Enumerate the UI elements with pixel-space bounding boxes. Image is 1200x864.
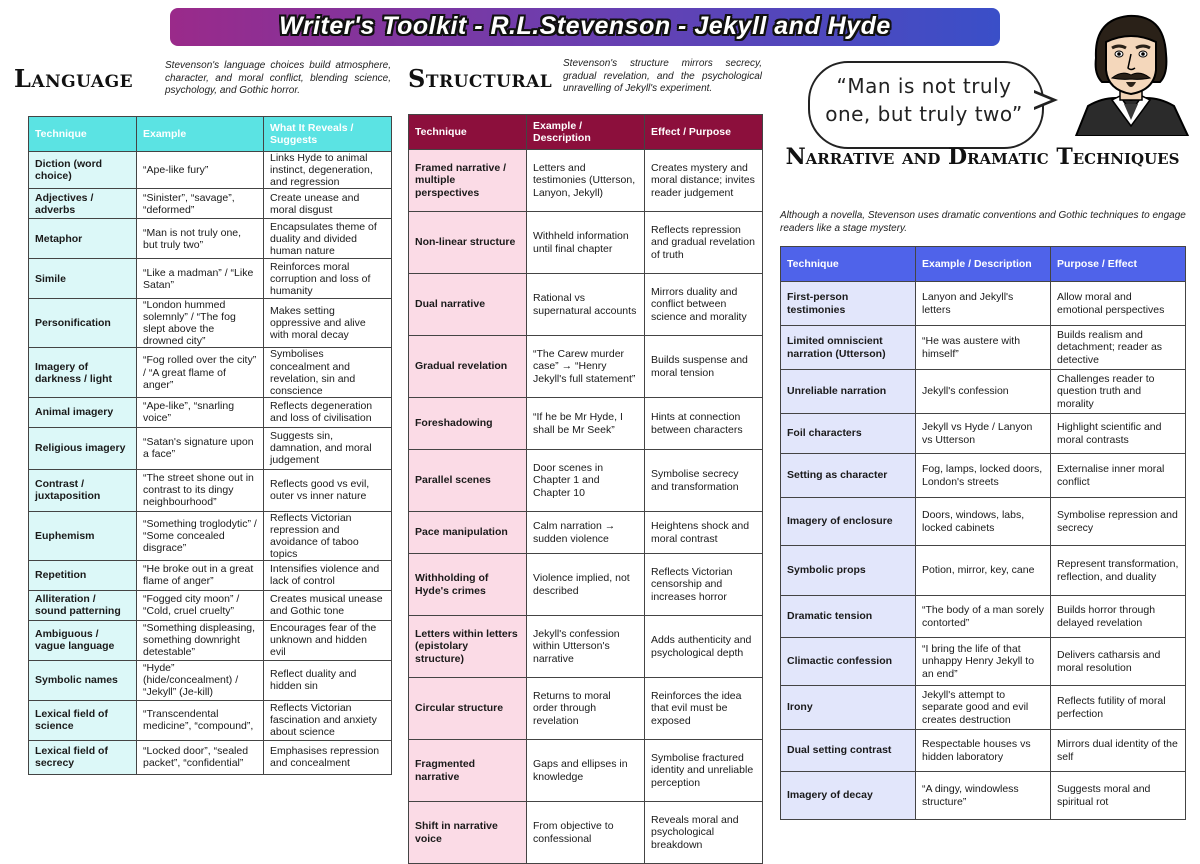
effect-cell: Reflects Victorian repression and avoidance of taboo topics <box>264 511 392 560</box>
effect-cell: Adds authenticity and psychological depth <box>645 616 763 678</box>
effect-cell: Builds realism and detachment; reader as detective <box>1051 326 1186 370</box>
effect-cell: Emphasises repression and concealment <box>264 740 392 774</box>
table-row <box>781 546 1186 596</box>
technique-cell: Imagery of decay <box>781 772 916 820</box>
table-row <box>781 686 1186 730</box>
technique-cell: Diction (word choice) <box>29 152 137 189</box>
effect-cell: Builds suspense and moral tension <box>645 336 763 398</box>
table-row <box>781 638 1186 686</box>
table-row <box>29 348 392 397</box>
table-row <box>781 596 1186 638</box>
table-row <box>781 498 1186 546</box>
example-cell: Gaps and ellipses in knowledge <box>527 740 645 802</box>
effect-cell: Symbolises concealment and revelation, sin and conscience <box>264 348 392 397</box>
effect-cell: Allow moral and emotional perspectives <box>1051 282 1186 326</box>
technique-cell: Repetition <box>29 560 137 590</box>
technique-cell: Symbolic props <box>781 546 916 596</box>
effect-cell: Reflects Victorian fascination and anxiety about science <box>264 700 392 740</box>
example-cell: Door scenes in Chapter 1 and Chapter 10 <box>527 450 645 512</box>
example-cell: Jekyll's confession <box>916 370 1051 414</box>
effect-cell: Creates mystery and moral distance; invites reader judgement <box>645 150 763 212</box>
effect-cell: Intensifies violence and lack of control <box>264 560 392 590</box>
effect-cell: Externalise inner moral conflict <box>1051 454 1186 498</box>
technique-cell: Pace manipulation <box>409 512 527 554</box>
column-header: What It Reveals / Suggests <box>264 117 392 152</box>
stevenson-portrait <box>1068 8 1194 136</box>
column-header: Purpose / Effect <box>1051 247 1186 282</box>
table-row <box>29 259 392 299</box>
technique-cell: Ambiguous / vague language <box>29 620 137 660</box>
example-cell: “Fog rolled over the city” / “A great flame of anger” <box>137 348 264 397</box>
column-header: Effect / Purpose <box>645 115 763 150</box>
effect-cell: Symbolise secrecy and transformation <box>645 450 763 512</box>
technique-cell: Religious imagery <box>29 427 137 469</box>
effect-cell: Creates musical unease and Gothic tone <box>264 590 392 620</box>
technique-cell: Irony <box>781 686 916 730</box>
example-cell: “The street shone out in contrast to its dingy neighbourhood” <box>137 469 264 511</box>
table-row <box>409 802 763 864</box>
example-cell: Lanyon and Jekyll's letters <box>916 282 1051 326</box>
effect-cell: Reflects repression and gradual revelation of truth <box>645 212 763 274</box>
example-cell: Respectable houses vs hidden laboratory <box>916 730 1051 772</box>
technique-cell: Framed narrative / multiple perspectives <box>409 150 527 212</box>
technique-cell: Imagery of enclosure <box>781 498 916 546</box>
example-cell: Returns to moral order through revelation <box>527 678 645 740</box>
quote-text: “Man is not truly one, but truly two” <box>825 74 1023 126</box>
table-row <box>409 212 763 274</box>
table-row <box>781 414 1186 454</box>
example-cell: “Something troglodytic” / “Some concealed disgrace” <box>137 511 264 560</box>
technique-cell: Animal imagery <box>29 397 137 427</box>
technique-cell: Dual setting contrast <box>781 730 916 772</box>
table-row <box>409 554 763 616</box>
effect-cell: Highlight scientific and moral contrasts <box>1051 414 1186 454</box>
example-cell: Jekyll's confession within Utterson's narrative <box>527 616 645 678</box>
technique-cell: Metaphor <box>29 219 137 259</box>
example-cell: Calm narration → sudden violence <box>527 512 645 554</box>
example-cell: Rational vs supernatural accounts <box>527 274 645 336</box>
column-header: Technique <box>29 117 137 152</box>
technique-cell: Withholding of Hyde's crimes <box>409 554 527 616</box>
example-cell: “He broke out in a great flame of anger” <box>137 560 264 590</box>
example-cell: “Transcendental medicine”, “compound”, <box>137 700 264 740</box>
table-row <box>409 740 763 802</box>
effect-cell: Heightens shock and moral contrast <box>645 512 763 554</box>
technique-cell: Contrast / juxtaposition <box>29 469 137 511</box>
table-row <box>409 678 763 740</box>
technique-cell: Fragmented narrative <box>409 740 527 802</box>
effect-cell: Reflects good vs evil, outer vs inner nature <box>264 469 392 511</box>
effect-cell: Reinforces the idea that evil must be exposed <box>645 678 763 740</box>
table-row <box>29 511 392 560</box>
technique-cell: First-person testimonies <box>781 282 916 326</box>
effect-cell: Reflects futility of moral perfection <box>1051 686 1186 730</box>
effect-cell: Challenges reader to question truth and morality <box>1051 370 1186 414</box>
table-row <box>409 616 763 678</box>
table-row <box>29 590 392 620</box>
structural-heading: Structural <box>408 64 553 93</box>
example-cell: Jekyll vs Hyde / Lanyon vs Utterson <box>916 414 1051 454</box>
column-header: Technique <box>409 115 527 150</box>
example-cell: Fog, lamps, locked doors, London's streets <box>916 454 1051 498</box>
example-cell: “Satan's signature upon a face” <box>137 427 264 469</box>
technique-cell: Adjectives / adverbs <box>29 189 137 219</box>
table-row <box>29 219 392 259</box>
table-row <box>29 700 392 740</box>
technique-cell: Euphemism <box>29 511 137 560</box>
table-row <box>781 326 1186 370</box>
technique-cell: Parallel scenes <box>409 450 527 512</box>
effect-cell: Makes setting oppressive and alive with moral decay <box>264 299 392 348</box>
technique-cell: Dual narrative <box>409 274 527 336</box>
table-row <box>29 189 392 219</box>
table-row <box>409 336 763 398</box>
language-table <box>28 116 392 775</box>
effect-cell: Reflects Victorian censorship and increases horror <box>645 554 763 616</box>
effect-cell: Mirrors duality and conflict between science and morality <box>645 274 763 336</box>
example-cell: Letters and testimonies (Utterson, Lanyon, Jekyll) <box>527 150 645 212</box>
effect-cell: Represent transformation, reflection, and duality <box>1051 546 1186 596</box>
narrative-heading: Narrative and Dramatic Techniques <box>785 144 1180 170</box>
technique-cell: Setting as character <box>781 454 916 498</box>
effect-cell: Hints at connection between characters <box>645 398 763 450</box>
table-row <box>781 454 1186 498</box>
table-row <box>409 450 763 512</box>
column-header: Technique <box>781 247 916 282</box>
example-cell: “Ape-like fury” <box>137 152 264 189</box>
technique-cell: Dramatic tension <box>781 596 916 638</box>
example-cell: “Something displeasing, something downright detestable” <box>137 620 264 660</box>
table-row <box>409 150 763 212</box>
narrative-intro: Although a novella, Stevenson uses dramatic conventions and Gothic techniques to engage readers like a stage mystery. <box>780 210 1186 234</box>
technique-cell: Non-linear structure <box>409 212 527 274</box>
effect-cell: Links Hyde to animal instinct, degeneration, and regression <box>264 152 392 189</box>
example-cell: Withheld information until final chapter <box>527 212 645 274</box>
example-cell: “The body of a man sorely contorted” <box>916 596 1051 638</box>
table-row <box>781 772 1186 820</box>
effect-cell: Symbolise repression and secrecy <box>1051 498 1186 546</box>
column-header: Example / Description <box>916 247 1051 282</box>
table-row <box>409 512 763 554</box>
technique-cell: Climactic confession <box>781 638 916 686</box>
example-cell: Violence implied, not described <box>527 554 645 616</box>
structural-table <box>408 114 763 864</box>
example-cell: “He was austere with himself” <box>916 326 1051 370</box>
example-cell: Potion, mirror, key, cane <box>916 546 1051 596</box>
technique-cell: Alliteration / sound patterning <box>29 590 137 620</box>
table-row <box>29 560 392 590</box>
example-cell: Doors, windows, labs, locked cabinets <box>916 498 1051 546</box>
technique-cell: Limited omniscient narration (Utterson) <box>781 326 916 370</box>
table-row <box>409 274 763 336</box>
effect-cell: Encourages fear of the unknown and hidden evil <box>264 620 392 660</box>
effect-cell: Symbolise fractured identity and unreliable perception <box>645 740 763 802</box>
example-cell: “Hyde” (hide/concealment) / “Jekyll” (Je-kill) <box>137 660 264 700</box>
example-cell: “Man is not truly one, but truly two” <box>137 219 264 259</box>
table-row <box>29 660 392 700</box>
technique-cell: Gradual revelation <box>409 336 527 398</box>
example-cell: “Ape-like”, “snarling voice” <box>137 397 264 427</box>
language-intro: Stevenson's language choices build atmosphere, character, and moral conflict, blending science, psychology, and Gothic horror. <box>165 60 391 96</box>
effect-cell: Reinforces moral corruption and loss of humanity <box>264 259 392 299</box>
technique-cell: Circular structure <box>409 678 527 740</box>
column-header: Example <box>137 117 264 152</box>
technique-cell: Personification <box>29 299 137 348</box>
effect-cell: Suggests sin, damnation, and moral judgement <box>264 427 392 469</box>
effect-cell: Builds horror through delayed revelation <box>1051 596 1186 638</box>
technique-cell: Letters within letters (epistolary structure) <box>409 616 527 678</box>
technique-cell: Shift in narrative voice <box>409 802 527 864</box>
technique-cell: Unreliable narration <box>781 370 916 414</box>
example-cell: “The Carew murder case” → “Henry Jekyll's full statement” <box>527 336 645 398</box>
technique-cell: Lexical field of science <box>29 700 137 740</box>
table-row <box>29 740 392 774</box>
table-row <box>781 282 1186 326</box>
example-cell: “If he be Mr Hyde, I shall be Mr Seek” <box>527 398 645 450</box>
language-heading: Language <box>14 64 134 93</box>
page-title: Writer's Toolkit - R.L.Stevenson - Jekyll and Hyde <box>279 12 891 40</box>
table-row <box>29 620 392 660</box>
effect-cell: Reflects degeneration and loss of civilisation <box>264 397 392 427</box>
technique-cell: Simile <box>29 259 137 299</box>
effect-cell: Reveals moral and psychological breakdown <box>645 802 763 864</box>
example-cell: “A dingy, windowless structure” <box>916 772 1051 820</box>
example-cell: Jekyll's attempt to separate good and evil creates destruction <box>916 686 1051 730</box>
technique-cell: Foreshadowing <box>409 398 527 450</box>
effect-cell: Encapsulates theme of duality and divided human nature <box>264 219 392 259</box>
table-row <box>409 398 763 450</box>
table-row <box>29 299 392 348</box>
table-row <box>29 152 392 189</box>
effect-cell: Create unease and moral disgust <box>264 189 392 219</box>
table-row <box>781 730 1186 772</box>
effect-cell: Reflect duality and hidden sin <box>264 660 392 700</box>
example-cell: “Locked door”, “sealed packet”, “confidential” <box>137 740 264 774</box>
example-cell: “I bring the life of that unhappy Henry Jekyll to an end” <box>916 638 1051 686</box>
table-row <box>29 469 392 511</box>
effect-cell: Suggests moral and spiritual rot <box>1051 772 1186 820</box>
example-cell: “Fogged city moon” / “Cold, cruel cruelty” <box>137 590 264 620</box>
example-cell: “Sinister”, “savage”, “deformed” <box>137 189 264 219</box>
technique-cell: Imagery of darkness / light <box>29 348 137 397</box>
example-cell: From objective to confessional <box>527 802 645 864</box>
technique-cell: Symbolic names <box>29 660 137 700</box>
example-cell: “Like a madman” / “Like Satan” <box>137 259 264 299</box>
column-header: Example / Description <box>527 115 645 150</box>
technique-cell: Foil characters <box>781 414 916 454</box>
table-row <box>29 427 392 469</box>
table-row <box>781 370 1186 414</box>
table-row <box>29 397 392 427</box>
title-banner <box>170 8 1000 46</box>
narrative-table <box>780 246 1186 820</box>
effect-cell: Delivers catharsis and moral resolution <box>1051 638 1186 686</box>
example-cell: “London hummed solemnly” / “The fog slept above the drowned city” <box>137 299 264 348</box>
technique-cell: Lexical field of secrecy <box>29 740 137 774</box>
effect-cell: Mirrors dual identity of the self <box>1051 730 1186 772</box>
structural-intro: Stevenson's structure mirrors secrecy, gradual revelation, and the psychological unravelling of Jekyll's experiment. <box>563 58 762 94</box>
